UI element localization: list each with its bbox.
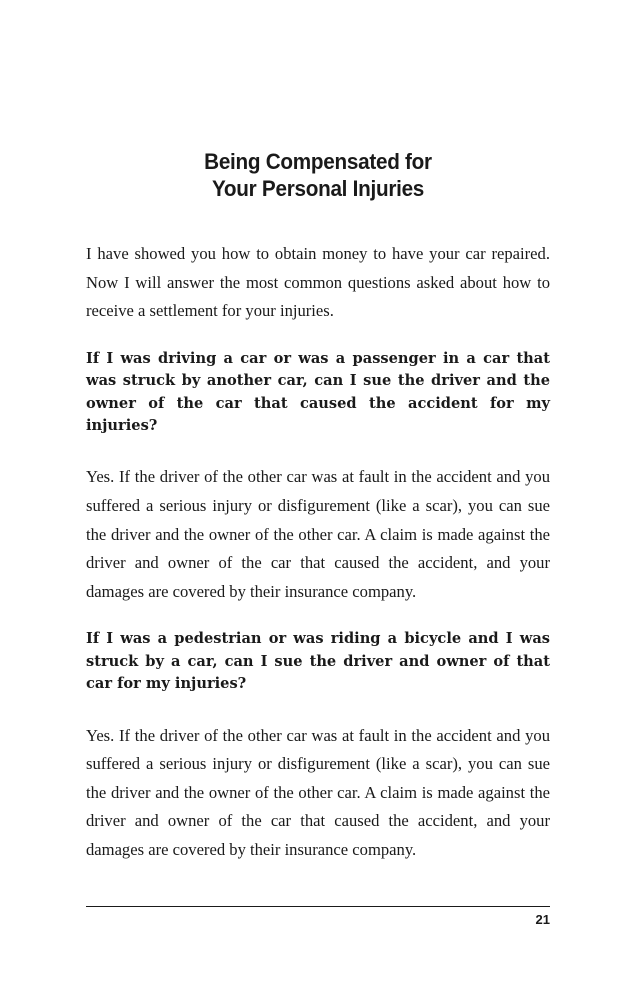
page-number: 21 bbox=[535, 912, 550, 927]
spacer bbox=[86, 437, 550, 463]
question-2: If I was a pedestrian or was riding a bicycle and I was struck by a car, can I sue the driver and owner of that car for my injuries? bbox=[86, 630, 550, 693]
intro-paragraph: I have showed you how to obtain money to have your car repaired. Now I will answer the most common questions asked about how to receive a settlement for your injuries. bbox=[86, 244, 550, 321]
answer-1: Yes. If the driver of the other car was at fault in the accident and you suffered a serious injury or disfigurement (like a scar), you can sue the driver and the owner of the other car. A claim is made against the driver and owner of the car that caused the accident, and your damages are covered by their insurance company. bbox=[86, 467, 550, 601]
spacer bbox=[86, 326, 550, 348]
title-line-2: Your Personal Injuries bbox=[211, 176, 425, 201]
page-content bbox=[86, 148, 550, 865]
spacer bbox=[86, 696, 550, 722]
answer-2: Yes. If the driver of the other car was at fault in the accident and you suffered a serious injury or disfigurement (like a scar), you can sue the driver and the owner of the other car. A claim is made against the driver and owner of the car that caused the accident, and your damages are covered by their insurance company. bbox=[86, 725, 550, 859]
page-title bbox=[105, 148, 532, 202]
question-1: If I was driving a car or was a passenger in a car that was struck by another car, can I sue the driver and the owner of the car that caused the accident for my injuries? bbox=[86, 349, 550, 434]
footer-rule bbox=[86, 906, 550, 907]
title-line-1: Being Compensated for bbox=[204, 149, 432, 174]
spacer bbox=[86, 606, 550, 628]
